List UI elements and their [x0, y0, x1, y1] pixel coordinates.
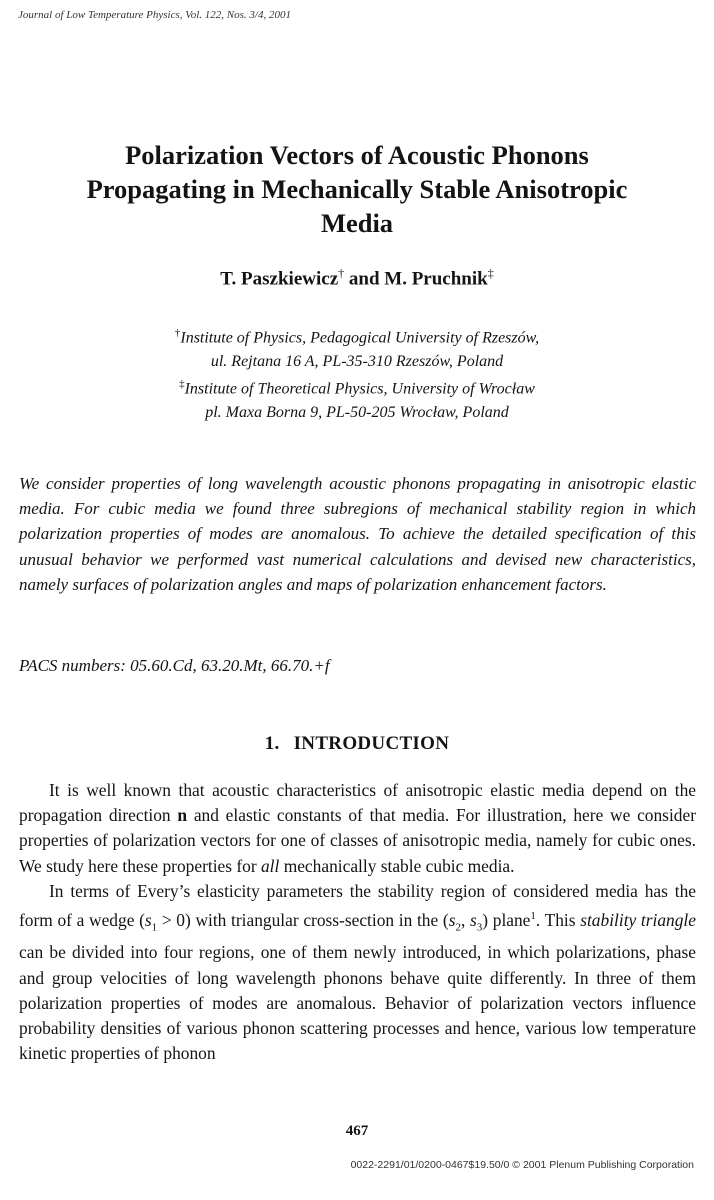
- page-number: 467: [345, 1123, 369, 1139]
- reference-1: 1: [530, 910, 536, 923]
- affiliation-text: Institute of Physics, Pedagogical University of Rzeszów,: [180, 329, 540, 347]
- vector-n: n: [177, 805, 188, 826]
- author-list: [0, 266, 714, 290]
- symbol-s: s: [144, 909, 152, 930]
- author-2-mark: ‡: [487, 266, 494, 280]
- text-run: > 0) with triangular cross-section in the (: [157, 909, 449, 930]
- text-run: ,: [460, 909, 470, 930]
- affiliation-line: [0, 322, 714, 350]
- author-1: T. Paszkiewicz: [220, 268, 339, 290]
- affiliation-text: pl. Maxa Borna 9, PL-50-205 Wrocław, Poland: [205, 404, 509, 422]
- text-run: can be divided into four regions, one of them newly introduced, in which polarizations, phase and group velocities of long wavelength phonons behave quite differently. In three of them polarization properties of modes are anomalous. Behavior of polarization vectors influence probability densities of various phonon scattering processes and hence, various low temperature kinetic properties of phonon: [19, 942, 696, 1064]
- section-title: INTRODUCTION: [293, 733, 450, 754]
- text-run: . This: [535, 909, 581, 930]
- paragraph-1: [19, 778, 696, 879]
- title-line-3: Media: [320, 208, 394, 238]
- emphasis-all: all: [260, 855, 280, 876]
- affiliation-text: Institute of Theoretical Physics, University of Wrocław: [184, 380, 535, 398]
- section-number: 1.: [264, 733, 280, 754]
- text-run: ) plane: [482, 909, 531, 930]
- title-line-2: Propagating in Mechanically Stable Anisotropic: [86, 174, 628, 204]
- abstract: We consider properties of long wavelength acoustic phonons propagating in anisotropic elastic media. For cubic media we found three subregions of mechanical stability region in which polarization properties of modes are anomalous. To achieve the detailed specification of this unusual behavior we performed vast numerical calculations and devised new characteristics, namely surfaces of polarization angles and maps of polarization enhancement factors.: [19, 474, 696, 594]
- emphasis-stability-triangle: stability triangle: [580, 909, 696, 930]
- journal-header: Journal of Low Temperature Physics, Vol. 122, Nos. 3/4, 2001: [18, 9, 291, 21]
- symbol-s: s: [448, 909, 456, 930]
- affiliation-mark: ‡: [179, 378, 185, 391]
- text-run: In terms of Every’s elasticity parameters the stability region of considered media has the form of a wedge (: [19, 880, 696, 930]
- author-1-mark: †: [338, 266, 345, 280]
- affiliation-line: [0, 401, 714, 425]
- subscript: 2: [455, 921, 461, 934]
- paper-title: [20, 138, 694, 240]
- affiliation-line: [0, 373, 714, 401]
- paragraph-2: [19, 879, 696, 1067]
- author-conjunction: and: [344, 268, 385, 290]
- subscript: 1: [151, 921, 158, 934]
- affiliations: [0, 322, 714, 425]
- copyright-line: 0022-2291/01/0200-0467$19.50/0 © 2001 Plenum Publishing Corporation: [350, 1159, 694, 1171]
- subscript: 3: [476, 921, 483, 934]
- text-run: and elastic constants of that media. For illustration, here we consider properties of polarization vectors for one of classes of anisotropic media, namely for cubic ones. We study here these properties for: [19, 805, 696, 876]
- symbol-s: s: [470, 909, 477, 930]
- text-run: It is well known that acoustic characteristics of anisotropic elastic media depend on the propagation direction: [19, 780, 696, 826]
- affiliation-text: ul. Rejtana 16 A, PL-35-310 Rzeszów, Poland: [210, 352, 504, 370]
- title-line-1: Polarization Vectors of Acoustic Phonons: [125, 140, 589, 170]
- affiliation-mark: †: [174, 327, 181, 339]
- affiliation-line: [0, 350, 714, 374]
- pacs-numbers: PACS numbers: 05.60.Cd, 63.20.Mt, 66.70.+f: [19, 656, 330, 675]
- body-text: [19, 778, 696, 1067]
- text-run: mechanically stable cubic media.: [279, 855, 515, 876]
- author-2: M. Pruchnik: [384, 268, 488, 290]
- section-heading: [0, 733, 714, 755]
